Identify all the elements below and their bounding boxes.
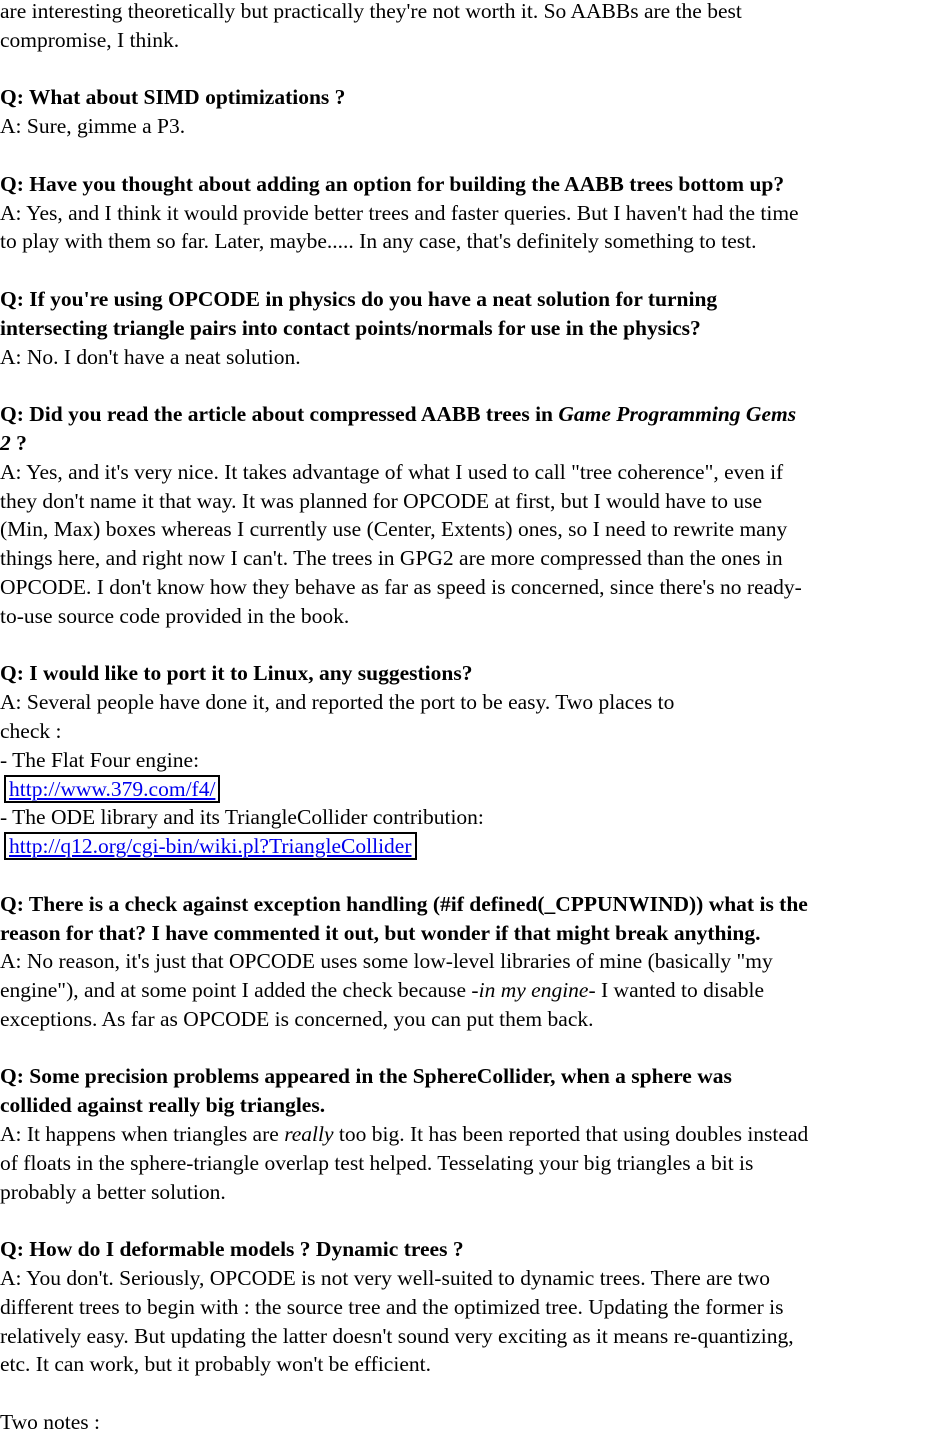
faq-question: Q: I would like to port it to Linux, any suggestions?: [0, 661, 473, 686]
faq-answer: check :: [0, 718, 62, 743]
faq-question: Q: How do I deformable models ? Dynamic trees ?: [0, 1237, 464, 1262]
answer-text: too big. It has been reported that using doubles instead: [333, 1122, 809, 1147]
faq-answer: A: You don't. Seriously, OPCODE is not very well-suited to dynamic trees. There are two: [0, 1266, 771, 1291]
intro-line: are interesting theoretically but practically they're not worth it. So AABBs are the best: [0, 0, 742, 23]
faq-answer: A: Yes, and it's very nice. It takes advantage of what I used to call "tree coherence", even if: [0, 459, 784, 484]
paragraph-gap: [0, 55, 940, 84]
faq-answer: A: No. I don't have a neat solution.: [0, 344, 301, 369]
paragraph-gap: [0, 1034, 940, 1063]
faq-answer: - The Flat Four engine:: [0, 747, 200, 772]
faq-answer: etc. It can work, but it probably won't be efficient.: [0, 1352, 431, 1377]
faq-answer: A: Yes, and I think it would provide better trees and faster queries. But I haven't had the time: [0, 200, 799, 225]
question-text: ?: [10, 430, 27, 455]
paragraph-gap: [0, 1206, 940, 1235]
faq-answer: probably a better solution.: [0, 1179, 226, 1204]
link-frame: [4, 775, 220, 803]
faq-question: Q: What about SIMD optimizations ?: [0, 85, 346, 110]
faq-answer: (Min, Max) boxes whereas I currently use (Center, Extents) ones, so I need to rewrite many: [0, 517, 788, 542]
faq-answer: of floats in the sphere-triangle overlap test helped. Tesselating your big triangles a bit is: [0, 1150, 754, 1175]
faq-question: Q: There is a check against exception handling (#if defined(_CPPUNWIND)) what is the: [0, 891, 808, 916]
paragraph-gap: [0, 861, 940, 890]
faq-answer: [0, 976, 940, 1005]
faq-question: reason for that? I have commented it out, but wonder if that might break anything.: [0, 920, 761, 945]
link-line: [0, 832, 940, 861]
paragraph-gap: [0, 371, 940, 400]
ode-trianglecollider-link[interactable]: http://q12.org/cgi-bin/wiki.pl?TriangleCollider: [9, 834, 412, 859]
faq-answer: they don't name it that way. It was planned for OPCODE at first, but I would have to use: [0, 488, 762, 513]
paragraph-gap: [0, 1379, 940, 1408]
faq-answer: relatively easy. But updating the latter doesn't sound very exciting as it means re-quantizing,: [0, 1323, 794, 1348]
faq-answer: OPCODE. I don't know how they behave as far as speed is concerned, since there's no ready-: [0, 574, 802, 599]
faq-answer: A: Sure, gimme a P3.: [0, 114, 186, 139]
question-text: Q: Did you read the article about compressed AABB trees in: [0, 402, 559, 427]
answer-text: - I wanted to disable: [588, 978, 764, 1003]
faq-question: [0, 429, 940, 458]
paragraph-gap: [0, 256, 940, 285]
emphasis-text: in my engine: [478, 978, 589, 1003]
faq-question: Q: Some precision problems appeared in the SphereCollider, when a sphere was: [0, 1064, 732, 1089]
faq-answer: to-use source code provided in the book.: [0, 603, 350, 628]
answer-text: engine"), and at some point I added the check because -: [0, 978, 479, 1003]
faq-answer: [0, 1120, 940, 1149]
intro-line: compromise, I think.: [0, 27, 180, 52]
faq-answer: A: Several people have done it, and reported the port to be easy. Two places to: [0, 690, 675, 715]
faq-answer: A: No reason, it's just that OPCODE uses some low-level libraries of mine (basically "my: [0, 949, 773, 974]
paragraph-gap: [0, 141, 940, 170]
outro-line: Two notes :: [0, 1410, 101, 1435]
answer-text: A: It happens when triangles are: [0, 1122, 285, 1147]
emphasis-text: really: [284, 1122, 334, 1147]
faq-question: Q: Have you thought about adding an option for building the AABB trees bottom up?: [0, 171, 785, 196]
faq-question: intersecting triangle pairs into contact points/normals for use in the physics?: [0, 315, 701, 340]
faq-answer: - The ODE library and its TriangleCollider contribution:: [0, 805, 484, 830]
link-line: [0, 775, 940, 804]
faq-answer: things here, and right now I can't. The trees in GPG2 are more compressed than the ones in: [0, 546, 783, 571]
faq-answer: different trees to begin with : the source tree and the optimized tree. Updating the former is: [0, 1294, 784, 1319]
faq-question: Q: If you're using OPCODE in physics do you have a neat solution for turning: [0, 286, 718, 311]
faq-answer: to play with them so far. Later, maybe..... In any case, that's definitely something to test.: [0, 229, 757, 254]
faq-question: collided against really big triangles.: [0, 1093, 326, 1118]
faq-answer: exceptions. As far as OPCODE is concerned, you can put them back.: [0, 1006, 594, 1031]
faq-question: [0, 400, 940, 429]
link-frame: [4, 832, 417, 860]
paragraph-gap: [0, 631, 940, 660]
book-title: 2: [0, 430, 11, 455]
flat-four-link[interactable]: http://www.379.com/f4/: [9, 776, 216, 801]
book-title: Game Programming Gems: [558, 402, 797, 427]
